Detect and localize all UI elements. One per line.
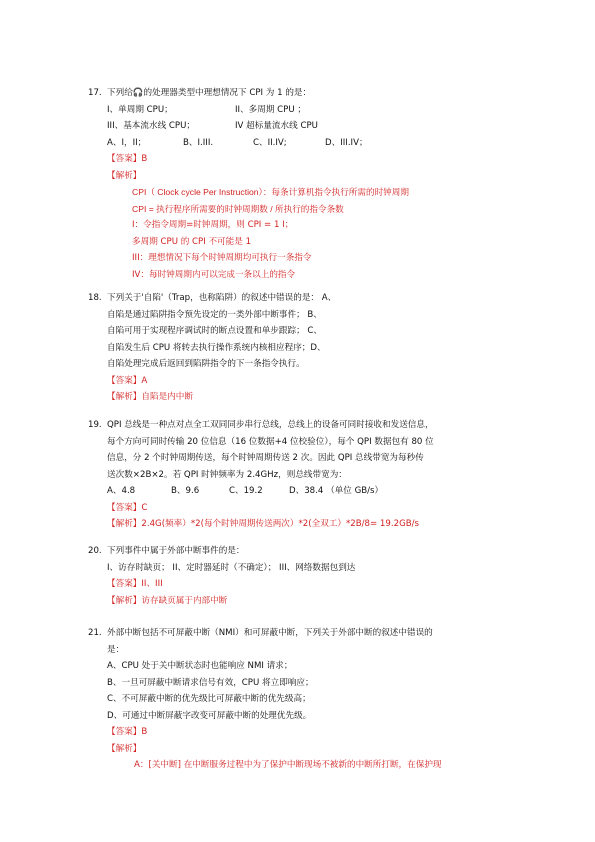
question-line: 自陷处理完成后返回到陷阱指令的下一条指令执行。 bbox=[107, 359, 305, 369]
option-b: B、一旦可屏蔽中断请求信号有效，CPU 将立即响应； bbox=[107, 677, 314, 688]
answer-label: 【答案】B bbox=[107, 154, 148, 164]
question-19 bbox=[88, 417, 528, 533]
analysis-line: 多周期 CPU 的 CPI 不可能是 1 bbox=[132, 236, 252, 247]
question-line: 是： bbox=[107, 644, 125, 655]
answer-label: 【答案】C bbox=[107, 502, 148, 513]
item: II、多周期 CPU ； bbox=[235, 104, 306, 115]
option-b: B、9.6 bbox=[171, 486, 200, 496]
options-row bbox=[88, 483, 528, 500]
answer-label: 【答案】B bbox=[107, 727, 148, 737]
question-line: 信息，分 2 个时钟周期传送，每个时钟周期传送 2 次。因此 QPI 总线带宽为每秒传 bbox=[107, 453, 424, 463]
option-a: A、4.8 bbox=[107, 486, 136, 496]
analysis-line: CPI = 执行程序所需要的时钟周期数 / 所执行的指令条数 bbox=[132, 203, 344, 214]
analysis-line: III：理想情况下每个时钟周期均可执行一条指令 bbox=[132, 253, 312, 263]
question-line: 自陷可用于实现程序调试时的断点设置和单步跟踪； C、 bbox=[107, 326, 322, 336]
answer-label: 【答案】II、III bbox=[107, 579, 163, 589]
analysis-label: 【解析】自陷是内中断 bbox=[107, 392, 193, 402]
analysis-label: 【解析】2.4G(频率）*2(每个时钟周期传送两次）*2(全双工）*2B/8= 19.2GB/s bbox=[107, 519, 419, 529]
question-stem: 18. 下列关于'自陷'（Trap，也称陷阱）的叙述中错误的是： A、 bbox=[88, 293, 337, 303]
option-a: A、CPU 处于关中断状态时也能响应 NMI 请求； bbox=[107, 661, 293, 671]
question-stem: 19. QPI 总线是一种点对点全工双同同步串行总线，总线上的设备可同时接收和发送信息， bbox=[88, 420, 434, 430]
option-c: C、II.IV; bbox=[253, 137, 287, 148]
question-line: I、访存时缺页； II、定时器延时（不确定）； III、网络数据包到达 bbox=[107, 562, 356, 573]
option-c: C、19.2 bbox=[229, 486, 263, 496]
option-b: B、I.III. bbox=[183, 137, 214, 148]
item: I、单周期 CPU； bbox=[107, 104, 173, 115]
option-d: D、可通过中断屏蔽字改变可屏蔽中断的处理优先级。 bbox=[107, 710, 312, 721]
item: III、基本流水线 CPU； bbox=[107, 121, 195, 131]
answer-label: 【答案】A bbox=[107, 375, 148, 386]
item-row bbox=[88, 118, 528, 135]
analysis-line: CPI（ Clock cycle Per Instruction）：每条计算机指令执行所需的时钟周期 bbox=[132, 187, 409, 197]
question-18 bbox=[88, 290, 528, 406]
option-d: D、38.4 （单位 GB/s） bbox=[289, 486, 384, 496]
question-line: 送次数×2B×2。若 QPI 时钟频率为 2.4GHz，则总线带宽为： bbox=[107, 469, 347, 480]
item-row bbox=[88, 102, 528, 119]
question-17 bbox=[88, 85, 528, 283]
question-line: 自陷是通过陷阱指令预先设定的一类外部中断事件； B、 bbox=[107, 309, 322, 320]
option-d: D、III.IV； bbox=[325, 137, 368, 148]
question-line: 自陷发生后 CPU 将转去执行操作系统内核相应程序；D、 bbox=[107, 342, 326, 353]
options-row bbox=[88, 135, 528, 152]
analysis-line: I：令指令周期=时钟周期，则 CPI = 1 I； bbox=[132, 220, 294, 230]
analysis-label: 【解析】 bbox=[107, 170, 142, 181]
question-20 bbox=[88, 543, 528, 609]
question-stem: 20. 下列事件中属于外部中断事件的是： bbox=[88, 546, 245, 556]
question-21 bbox=[88, 625, 528, 774]
question-stem: 17. 下列给🎧的处理器类型中理想情况下 CPI 为 1 的是： bbox=[88, 88, 312, 98]
analysis-label: 【解析】访存缺页属于内部中断 bbox=[107, 595, 228, 606]
analysis-label: 【解析】 bbox=[107, 743, 142, 754]
item: IV 超标量流水线 CPU bbox=[235, 121, 318, 131]
question-stem: 21. 外部中断包括不可屏蔽中断（NMI）和可屏蔽中断，下列关于外部中断的叙述中错误的 bbox=[88, 628, 433, 638]
question-line: 每个方向可同时传输 20 位信息（16 位数据+4 位校验位），每个 QPI 数据包有 80 位 bbox=[107, 436, 434, 447]
option-a: A、I，II； bbox=[107, 137, 147, 148]
option-c: C、不可屏蔽中断的优先级比可屏蔽中断的优先级高； bbox=[107, 694, 311, 704]
analysis-line: A：[关中断] 在中断服务过程中为了保护中断现场不被新的中断所打断，在保护现 bbox=[134, 760, 442, 770]
analysis-line: IV：每时钟周期内可以完成一条以上的指令 bbox=[132, 269, 296, 280]
